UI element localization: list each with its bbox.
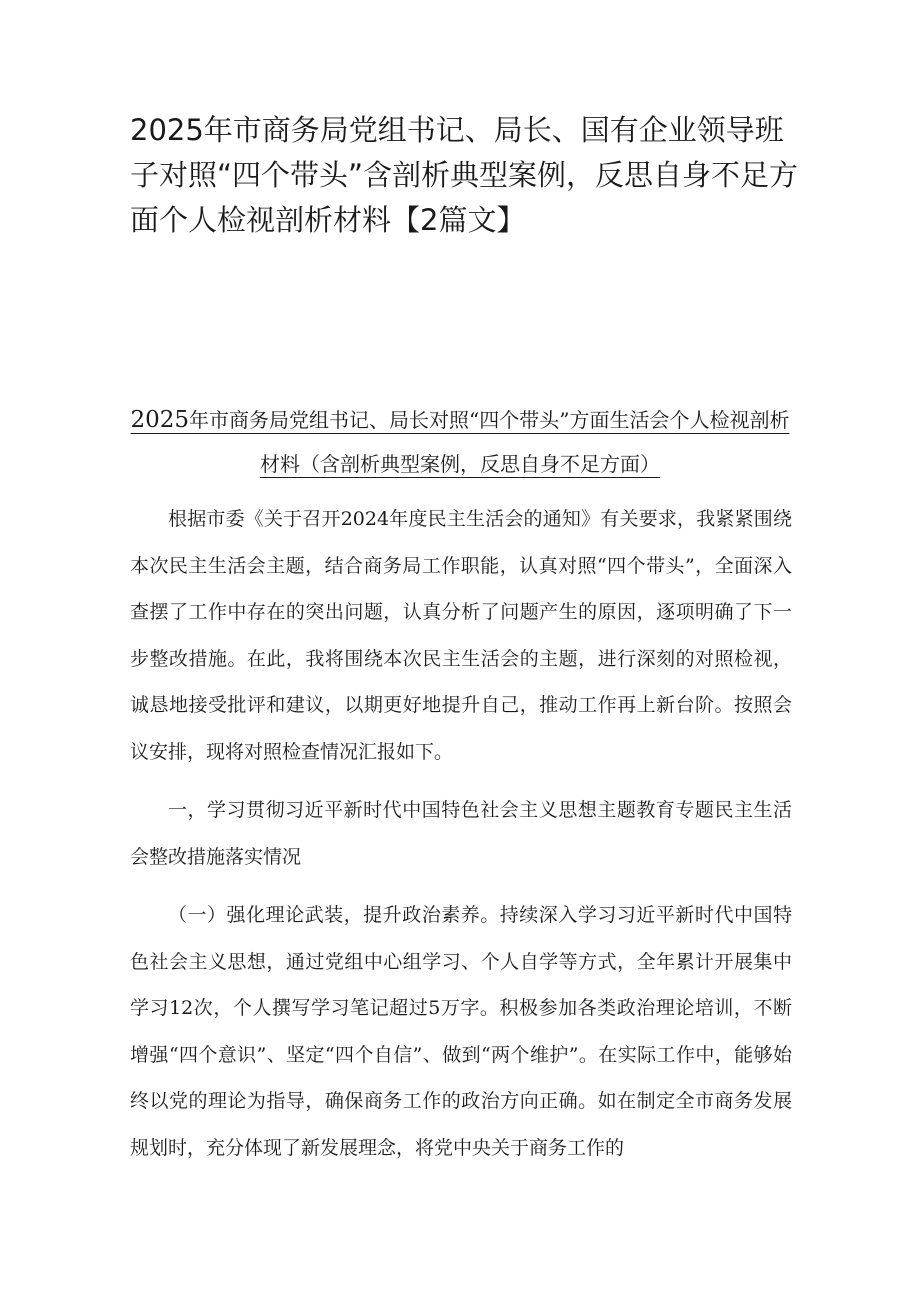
paragraph-section-heading: 一，学习贯彻习近平新时代中国特色社会主义思想主题教育专题民主生活会整改措施落实情况 — [130, 799, 792, 868]
paragraph-intro: 根据市委《关于召开2024年度民主生活会的通知》有关要求，我紧紧围绕本次民主生活会主题，结合商务局工作职能，认真对照“四个带头”，全面深入查摆了工作中存在的突出问题，认真分析了问题产生的原因，逐项明确了下一步整改措施。在此，我将围绕本次民主生活会的主题，进行深刻的对照检视，诚恳地接受批评和建议，以期更好地提升自己，推动工作再上新台阶。按照会议安排，现将对照检查情况汇报如下。 — [130, 508, 792, 763]
document-main-title: 2025年市商务局党组书记、局长、国有企业领导班子对照“四个带头”含剖析典型案例，反思自身不足方面个人检视剖析材料【2篇文】 — [130, 113, 799, 237]
sub-title-text — [131, 408, 790, 476]
document-sub-title — [130, 398, 790, 486]
sub-title-year: 2025 — [130, 407, 190, 433]
sub-title-rest: 年市商务局党组书记、局长对照“四个带头”方面生活会个人检视剖析材料（含剖析典型案例，反思自身不足方面） — [189, 408, 790, 476]
document-body — [130, 496, 792, 1183]
paragraph-subsection: （一）强化理论武装，提升政治素养。持续深入学习习近平新时代中国特色社会主义思想，通过党组中心组学习、个人自学等方式，全年累计开展集中学习12次，个人撰写学习笔记超过5万字。积极参加各类政治理论培训，不断增强“四个意识”、坚定“四个自信”、做到“两个维护”。在实际工作中，能够始终以党的理论为指导，确保商务工作的政治方向正确。如在制定全市商务发展规划时，充分体现了新发展理念，将党中央关于商务工作的 — [130, 904, 792, 1159]
